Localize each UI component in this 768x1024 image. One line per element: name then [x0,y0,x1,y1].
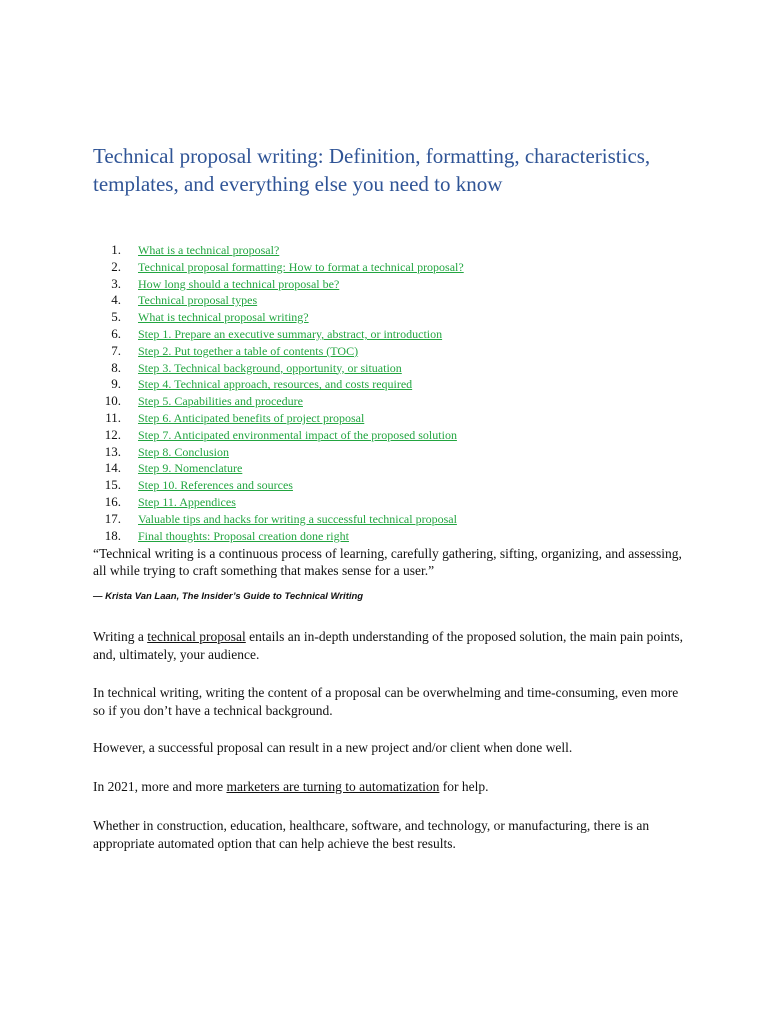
toc-item-number: 10. [104,393,121,409]
toc-link[interactable]: Technical proposal formatting: How to format a technical proposal? [138,259,464,274]
paragraph-industries: Whether in construction, education, healthcare, software, and technology, or manufacturing, there is an appropriate automated option that can help achieve the best results. [93,818,650,851]
toc-item [93,376,464,393]
toc-item-number: 18. [104,527,121,543]
paragraph-text: Writing a [93,629,148,644]
toc-item-number: 1. [111,242,121,257]
toc-item-number: 3. [111,275,121,291]
toc-link[interactable]: Valuable tips and hacks for writing a successful technical proposal [138,511,457,526]
paragraph-text: for help. [439,779,489,794]
toc-link[interactable]: Technical proposal types [138,293,258,308]
toc-link[interactable]: Step 2. Put together a table of contents (TOC) [138,343,359,358]
toc-item [93,343,464,360]
toc-item [93,444,464,461]
toc-item [93,259,464,276]
toc-link[interactable]: What is a technical proposal? [138,243,280,257]
table-of-contents [93,242,464,544]
toc-link[interactable]: Step 7. Anticipated environmental impact of the proposed solution [138,427,457,442]
paragraph-overwhelming: In technical writing, writing the content of a proposal can be overwhelming and time-consuming, even more so if you don’t have a technical background. [93,685,679,718]
toc-item-number: 2. [111,258,121,274]
quote: “Technical writing is a continuous process of learning, carefully gathering, sifting, organizing, and assessing, all while trying to craft something that makes sense for a user.” [93,546,682,578]
quote-attribution: — Krista Van Laan, The Insider’s Guide to Technical Writing [93,591,364,602]
toc-link[interactable]: Step 1. Prepare an executive summary, abstract, or introduction [138,326,443,341]
toc-item [93,460,464,477]
toc-item-number: 16. [104,493,121,509]
toc-item-number: 9. [111,376,121,392]
toc-link[interactable]: What is technical proposal writing? [138,310,309,325]
paragraph-automation [93,778,683,796]
toc-item-number: 17. [104,510,121,526]
toc-item [93,292,464,309]
toc-item [93,393,464,410]
toc-link[interactable]: How long should a technical proposal be? [138,276,340,291]
toc-item [93,528,464,545]
toc-item [93,309,464,326]
paragraph-successful: However, a successful proposal can result in a new project and/or client when done well. [93,740,573,755]
toc-item-number: 12. [104,426,121,442]
toc-item [93,242,464,259]
toc-link[interactable]: Step 10. References and sources [138,478,293,493]
paragraph-intro [93,628,683,664]
automatization-link[interactable]: marketers are turning to automatization [226,779,440,794]
toc-item-number: 15. [104,477,121,493]
toc-item [93,410,464,427]
toc-link[interactable]: Step 6. Anticipated benefits of project proposal [138,410,365,425]
toc-item [93,326,464,343]
toc-link[interactable]: Step 9. Nomenclature [138,461,243,476]
toc-item [93,276,464,293]
toc-link[interactable]: Step 5. Capabilities and procedure [138,394,303,409]
toc-link[interactable]: Step 4. Technical approach, resources, and costs required [138,377,413,392]
toc-item [93,360,464,377]
paragraph-text: entails an in-depth understanding of the proposed solution, the main pain points, and, ultimately, your audience. [93,629,683,662]
toc-item [93,494,464,511]
paragraph-text: In 2021, more and more [93,779,227,794]
toc-item-number: 7. [111,342,121,358]
toc-item-number: 8. [111,359,121,375]
technical-proposal-link[interactable]: technical proposal [147,629,246,644]
toc-item-number: 5. [111,309,121,325]
toc-link[interactable]: Step 8. Conclusion [138,444,230,459]
toc-item-number: 11. [105,409,121,425]
toc-item [93,511,464,528]
toc-item-number: 13. [104,443,121,459]
toc-item-number: 4. [111,292,121,308]
toc-item-number: 6. [111,325,121,341]
document-title: Technical proposal writing: Definition, formatting, characteristics, templates, and everything else you need to know [93,144,651,196]
toc-item [93,427,464,444]
toc-item [93,477,464,494]
toc-item-number: 14. [104,460,121,476]
toc-link[interactable]: Step 11. Appendices [138,494,236,509]
toc-link[interactable]: Step 3. Technical background, opportunity, or situation [138,360,402,375]
toc-link[interactable]: Final thoughts: Proposal creation done right [138,528,349,543]
